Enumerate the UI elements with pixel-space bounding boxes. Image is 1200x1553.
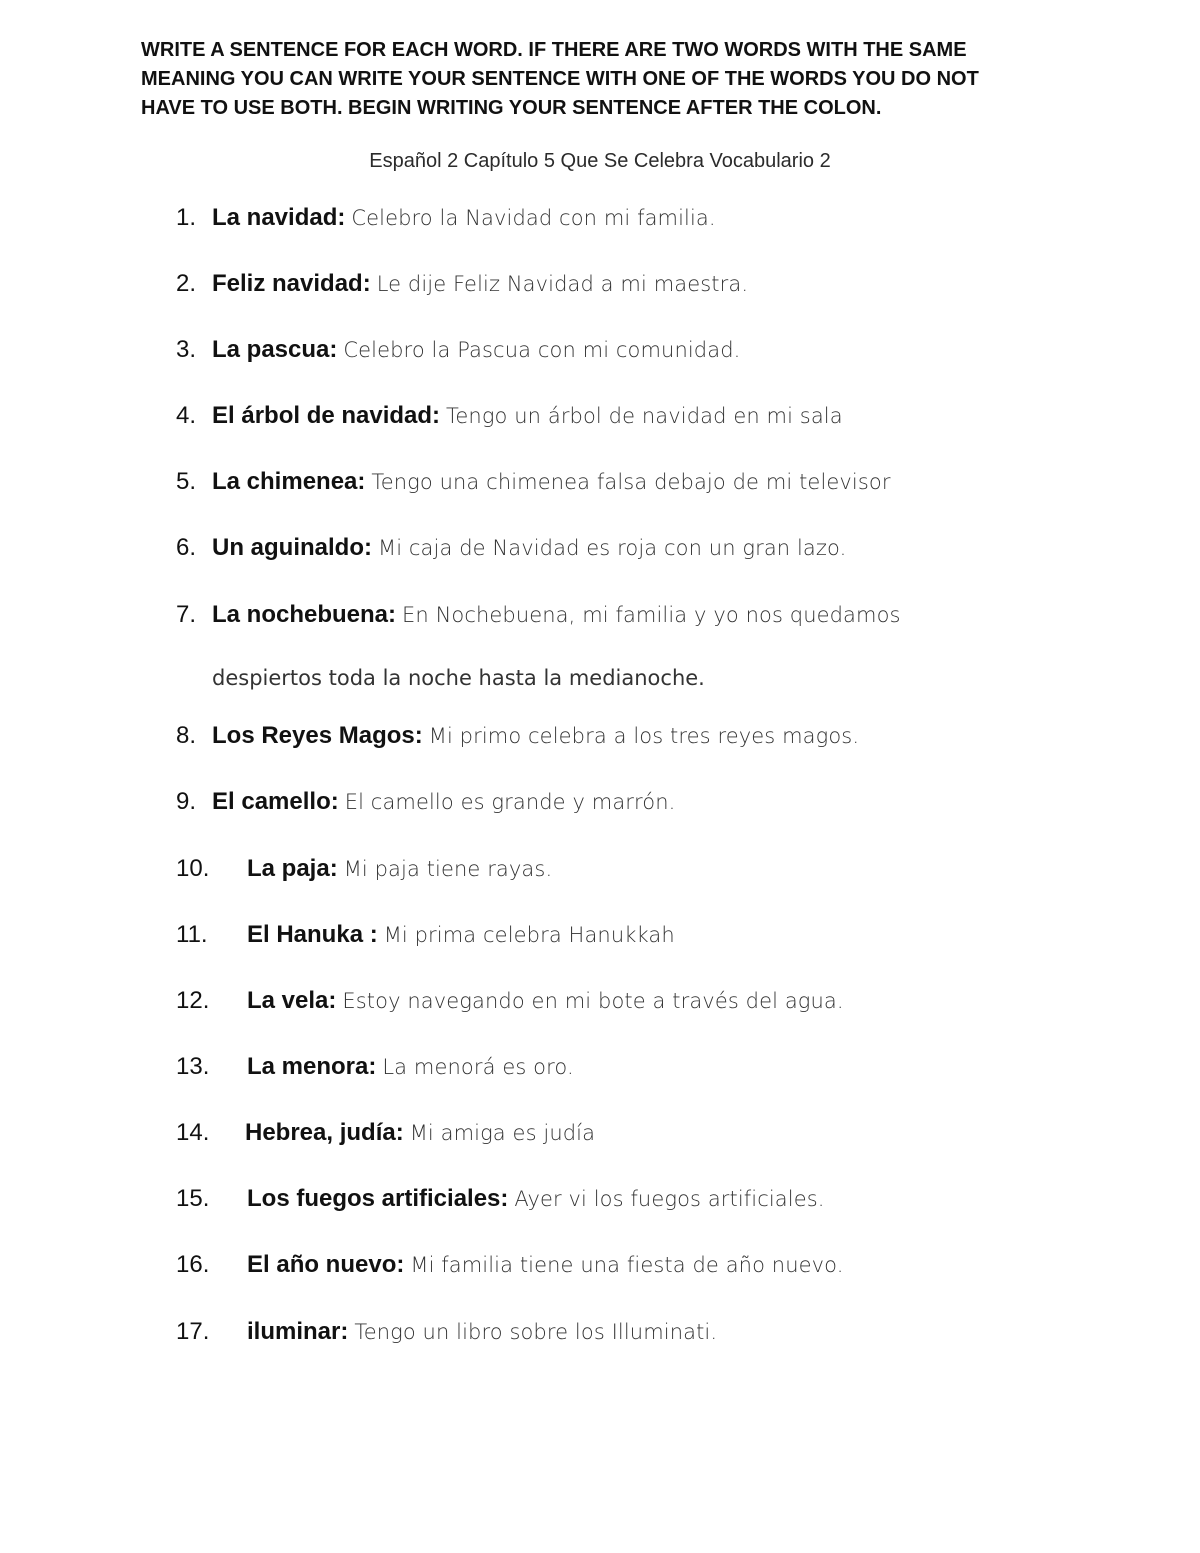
vocab-sentence: Tengo una chimenea falsa debajo de mi televisor <box>371 470 891 494</box>
instructions-line: HAVE TO USE BOTH. BEGIN WRITING YOUR SENTENCE AFTER THE COLON. <box>141 97 882 119</box>
instructions-line: WRITE A SENTENCE FOR EACH WORD. IF THERE ARE TWO WORDS WITH THE SAME <box>141 39 967 61</box>
item-number: 2. <box>176 270 197 297</box>
item-number: 1. <box>176 204 197 231</box>
vocab-sentence: La menorá es oro. <box>382 1055 574 1079</box>
vocab-sentence: Mi familia tiene una fiesta de año nuevo. <box>410 1253 844 1277</box>
vocab-term: La pascua: <box>212 336 338 363</box>
vocab-sentence: Mi caja de Navidad es roja con un gran lazo. <box>377 536 847 560</box>
list-item <box>0 1113 1200 1153</box>
instructions-line: MEANING YOU CAN WRITE YOUR SENTENCE WITH ONE OF THE WORDS YOU DO NOT <box>141 68 979 90</box>
vocab-term: La vela: <box>247 987 337 1014</box>
list-item <box>0 264 1200 304</box>
list-item <box>0 528 1200 568</box>
list-item <box>0 330 1200 370</box>
vocab-sentence: El camello es grande y marrón. <box>344 790 676 814</box>
item-number: 14. <box>176 1119 210 1146</box>
list-item <box>0 1047 1200 1087</box>
instructions <box>141 36 1071 123</box>
list-item <box>0 198 1200 238</box>
vocab-term: El año nuevo: <box>247 1251 405 1278</box>
vocab-term: iluminar: <box>247 1318 349 1345</box>
item-number: 10. <box>176 855 210 882</box>
list-item <box>0 981 1200 1021</box>
list-item <box>0 1245 1200 1285</box>
vocab-sentence: Tengo un árbol de navidad en mi sala <box>446 404 843 428</box>
vocab-term: El camello: <box>212 788 339 815</box>
vocab-term: El Hanuka : <box>247 921 378 948</box>
vocab-sentence: Celebro la Pascua con mi comunidad. <box>343 338 741 362</box>
list-item <box>0 1179 1200 1219</box>
vocab-sentence: Tengo un libro sobre los Illuminati. <box>354 1320 718 1344</box>
vocab-sentence: Le dije Feliz Navidad a mi maestra. <box>376 272 749 296</box>
vocab-term: Los Reyes Magos: <box>212 722 423 749</box>
vocab-sentence: Mi paja tiene rayas. <box>343 857 553 881</box>
vocab-term: El árbol de navidad: <box>212 402 441 429</box>
vocab-term: Un aguinaldo: <box>212 534 372 561</box>
vocab-term: La menora: <box>247 1053 377 1080</box>
item-number: 12. <box>176 987 210 1014</box>
item-number: 4. <box>176 402 197 429</box>
list-item <box>0 716 1200 756</box>
vocab-sentence: Mi primo celebra a los tres reyes magos. <box>428 724 860 748</box>
item-number: 6. <box>176 534 197 561</box>
vocab-term: La navidad: <box>212 204 346 231</box>
page-title: Español 2 Capítulo 5 Que Se Celebra Vocabulario 2 <box>369 150 831 172</box>
vocab-term: La nochebuena: <box>212 601 397 628</box>
item-number: 8. <box>176 722 197 749</box>
item-number: 5. <box>176 468 197 495</box>
vocab-term: Feliz navidad: <box>212 270 371 297</box>
item-number: 9. <box>176 788 197 815</box>
item-number: 16. <box>176 1251 210 1278</box>
vocab-sentence-continuation: despiertos toda la noche hasta la medianoche. <box>212 666 705 690</box>
list-item <box>0 782 1200 822</box>
list-item <box>0 849 1200 889</box>
item-number: 15. <box>176 1185 210 1212</box>
vocab-sentence: Mi amiga es judía <box>409 1121 596 1145</box>
list-item <box>0 462 1200 502</box>
item-number: 3. <box>176 336 197 363</box>
list-item <box>0 1312 1200 1352</box>
vocab-term: Los fuegos artificiales: <box>247 1185 509 1212</box>
item-number: 17. <box>176 1318 210 1345</box>
vocab-sentence: Mi prima celebra Hanukkah <box>383 923 675 947</box>
vocab-sentence: En Nochebuena, mi familia y yo nos quedamos <box>402 603 901 627</box>
list-item <box>0 595 1200 635</box>
vocab-term: La paja: <box>247 855 338 882</box>
vocab-term: La chimenea: <box>212 468 366 495</box>
vocab-term: Hebrea, judía: <box>245 1119 404 1146</box>
item-number: 11. <box>176 921 208 948</box>
vocab-sentence: Ayer vi los fuegos artificiales. <box>514 1187 825 1211</box>
list-item <box>0 915 1200 955</box>
list-item <box>0 396 1200 436</box>
vocab-sentence: Estoy navegando en mi bote a través del agua. <box>342 989 844 1013</box>
vocab-sentence: Celebro la Navidad con mi familia. <box>351 206 716 230</box>
item-number: 7. <box>176 601 197 628</box>
item-number: 13. <box>176 1053 210 1080</box>
